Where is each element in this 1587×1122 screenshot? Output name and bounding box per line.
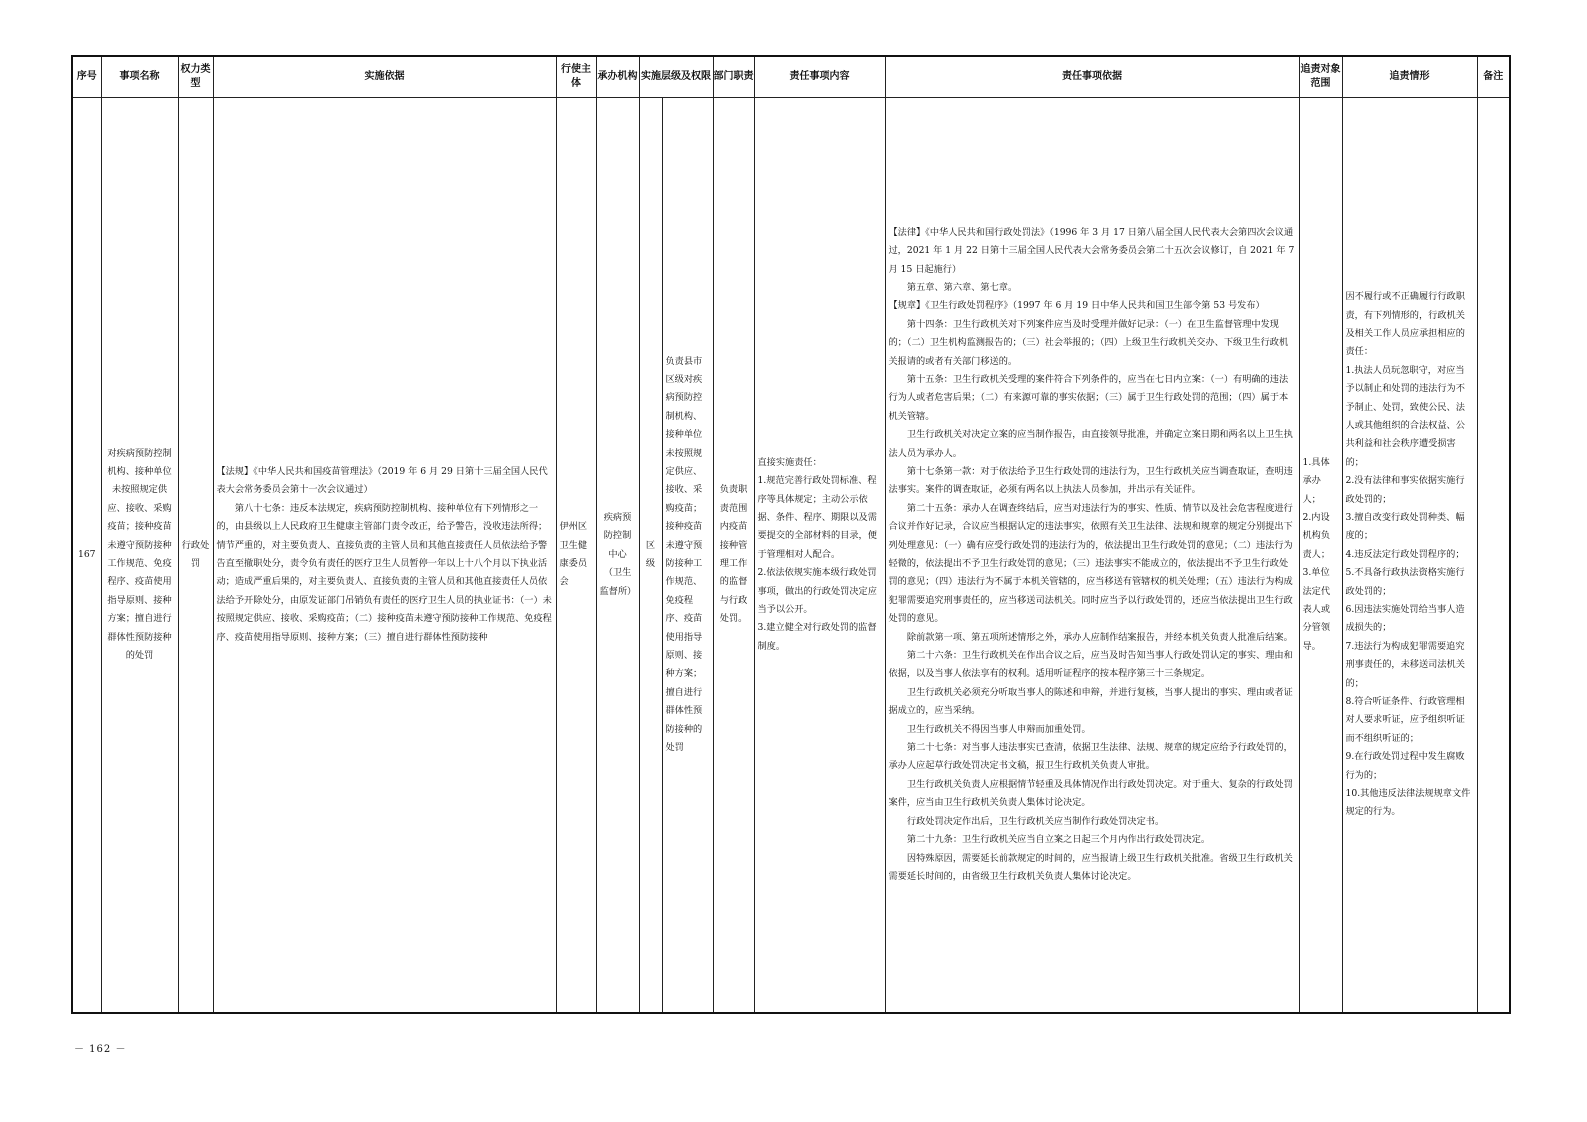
account-case-line: 5.不具备行政执法资格实施行政处罚的；	[1345, 567, 1465, 597]
cell-level-detail: 负责县市区级对疾病预防控制机构、接种单位未按照规定供应、接收、采购疫苗；接种疫苗未遵守预防接种工作规范、免疫程序、疫苗使用指导原则、接种方案；擅自进行群体性预防接种的处罚	[662, 98, 713, 1014]
basis-line: 第八十七条：违反本法规定，疾病预防控制机构、接种单位有下列情形之一的，由县级以上人民政府卫生健康主管部门责令改正，给予警告，没收违法所得；情节严重的，对主要负责人、直接负责的主管人员和其他直接责任人员依法给予警告直至撤职处分，责令负有责任的医疗卫生人员暂停一年以上十八个月以下执业活动；造成严重后果的，对主要负责人、直接负责的主管人员和其他直接责任人员依法给予开除处分，由原发证部门吊销负有责任的医疗卫生人员的执业证书：（一）未按照规定供应、接收、采购疫苗；（二）接种疫苗未遵守预防接种工作规范、免疫程序、疫苗使用指导原则、接种方案；（三）擅自进行群体性预防接种	[216, 502, 552, 643]
resp-basis-line: 第二十六条：卫生行政机关在作出合议之后，应当及时告知当事人行政处罚认定的事实、理由和依据，以及当事人依法享有的权利。适用听证程序的按本程序第三十三条规定。	[888, 650, 1293, 680]
resp-basis-line: 卫生行政机关不得因当事人申辩而加重处罚。	[906, 723, 1091, 735]
cell-resp-basis	[885, 98, 1299, 1014]
basis-line: 【法规】《中华人民共和国疫苗管理法》（2019 年 6 月 29 日第十三届全国人民代表大会常务委员会第十一次会议通过）	[216, 465, 548, 496]
table-row	[72, 98, 1510, 1014]
page-number: － 162 －	[74, 1044, 127, 1055]
resp-basis-line: 【规章】《卫生行政处罚程序》（1997 年 6 月 19 日中华人民共和国卫生部令第 53 号发布）	[888, 300, 1265, 312]
cell-resp-content	[754, 98, 885, 1014]
header-basis: 实施依据	[213, 56, 556, 98]
resp-basis-line: 第十五条：卫生行政机关受理的案件符合下列条件的，应当在七日内立案：（一）有明确的违法行为人或者危害后果；（二）有来源可靠的事实依据；（三）属于卫生行政处罚的范围；（四）属于本机关管辖。	[888, 373, 1289, 422]
account-case-line: 8.符合听证条件、行政管理相对人要求听证，应予组织听证而不组织听证的；	[1345, 696, 1465, 744]
header-seq: 序号	[72, 56, 101, 98]
cell-basis	[213, 98, 556, 1014]
header-agency: 承办机构	[596, 56, 639, 98]
account-case-line: 2.没有法律和事实依据实施行政处罚的；	[1345, 475, 1465, 505]
account-case-line: 6.因违法实施处罚给当事人造成损失的；	[1345, 604, 1465, 634]
account-scope-line: 1.具体承办人；	[1302, 456, 1330, 505]
cell-level: 区级	[639, 98, 662, 1014]
resp-basis-line: 卫生行政机关必须充分听取当事人的陈述和申辩，并进行复核，当事人提出的事实、理由或者证据成立的，应当采纳。	[888, 686, 1293, 717]
cell-duty: 负责职责范围内疫苗接种管理工作的监督与行政处罚。	[713, 98, 754, 1014]
cell-account-cases	[1342, 98, 1477, 1014]
header-resp-basis: 责任事项依据	[885, 56, 1299, 98]
resp-basis-line: 第五章、第六章、第七章。	[906, 281, 1018, 293]
header-account-cases: 追责情形	[1342, 56, 1477, 98]
resp-basis-line: 行政处罚决定作出后，卫生行政机关应当制作行政处罚决定书。	[906, 815, 1165, 827]
header-item-name: 事项名称	[101, 56, 178, 98]
header-subject: 行使主体	[556, 56, 596, 98]
cell-remarks	[1477, 98, 1510, 1014]
account-case-line: 9.在行政处罚过程中发生腐败行为的；	[1345, 751, 1465, 781]
account-case-line: 4.违反法定行政处罚程序的；	[1345, 548, 1465, 560]
account-scope-line: 2.内设机构负责人；	[1302, 511, 1331, 560]
cell-item-name: 对疾病预防控制机构、接种单位未按照规定供应、接收、采购疫苗；接种疫苗未遵守预防接种工作规范、免疫程序、疫苗使用指导原则、接种方案；擅自进行群体性预防接种的处罚	[101, 98, 178, 1014]
resp-content-line: 2.依法依规实施本级行政处罚事项，做出的行政处罚决定应当予以公开。	[757, 567, 877, 616]
responsibility-table	[71, 55, 1511, 1014]
resp-content-line: 直接实施责任：	[757, 456, 822, 468]
resp-basis-line: 第十四条：卫生行政机关对下列案件应当及时受理并做好记录：（一）在卫生监督管理中发现的；（二）卫生机构监测报告的；（三）社会举报的；（四）上级卫生行政机关交办、下级卫生行政机关报请的或者有关部门移送的。	[888, 318, 1289, 367]
header-level: 实施层级及权限	[639, 56, 713, 98]
resp-basis-line: 【法律】《中华人民共和国行政处罚法》（1996 年 3 月 17 日第八届全国人民代表大会第四次会议通过，2021 年 1 月 22 日第十三届全国人民代表大会常务委员会第二十五次会议修订，自 2021 年 7 月 15 日起施行）	[888, 226, 1295, 275]
header-account-scope: 追责对象范围	[1299, 56, 1342, 98]
resp-basis-line: 除前款第一项、第五项所述情形之外，承办人应制作结案报告，并经本机关负责人批准后结案。	[906, 631, 1293, 643]
account-case-line: 7.违法行为构成犯罪需要追究刑事责任的，未移送司法机关的；	[1345, 640, 1465, 689]
header-remarks: 备注	[1477, 56, 1510, 98]
cell-subject: 伊州区卫生健康委员会	[556, 98, 596, 1014]
resp-content-line: 3.建立健全对行政处罚的监督制度。	[757, 622, 877, 652]
header-resp-content: 责任事项内容	[754, 56, 885, 98]
resp-basis-line: 卫生行政机关对决定立案的应当制作报告，由直接领导批准，并确定立案日期和两名以上卫生执法人员为承办人。	[888, 429, 1293, 459]
resp-basis-line: 第二十九条：卫生行政机关应当自立案之日起三个月内作出行政处罚决定。	[906, 834, 1211, 846]
cell-account-scope	[1299, 98, 1342, 1014]
cell-seq: 167	[72, 98, 101, 1014]
resp-basis-line: 第二十五条：承办人在调查终结后，应当对违法行为的事实、性质、情节以及社会危害程度进行合议并作好记录，合议应当根据认定的违法事实，依照有关卫生法律、法规和规章的规定分别提出下列处理意见：（一）确有应受行政处罚的违法行为的，依法提出卫生行政处罚的意见；（二）违法行为轻微的，依法提出不予卫生行政处罚的意见；（三）违法事实不能成立的，依法提出不予卫生行政处罚的意见；（四）违法行为不属于本机关管辖的，应当移送有管辖权的机关处理；（五）违法行为构成犯罪需要追究刑事责任的，应当移送司法机关。同时应当予以行政处罚的，还应当依法提出卫生行政处罚的意见。	[888, 502, 1293, 625]
header-power-type: 权力类型	[178, 56, 213, 98]
account-case-line: 因不履行或不正确履行行政职责，有下列情形的，行政机关及相关工作人员应承担相应的责任：	[1345, 291, 1465, 358]
resp-basis-line: 卫生行政机关负责人应根据情节轻重及具体情况作出行政处罚决定。对于重大、复杂的行政处罚案件，应当由卫生行政机关负责人集体讨论决定。	[888, 778, 1293, 809]
account-case-line: 10.其他违反法律法规规章文件规定的行为。	[1345, 788, 1471, 818]
resp-basis-line: 第十七条第一款：对于依法给予卫生行政处罚的违法行为，卫生行政机关应当调查取证，查明违法事实。案件的调查取证，必须有两名以上执法人员参加，并出示有关证件。	[888, 465, 1293, 496]
resp-basis-line: 因特殊原因，需要延长前款规定的时间的，应当报请上级卫生行政机关批准。省级卫生行政机关需要延长时间的，由省级卫生行政机关负责人集体讨论决定。	[888, 852, 1293, 882]
cell-power-type: 行政处罚	[178, 98, 213, 1014]
header-duty: 部门职责	[713, 56, 754, 98]
account-case-line: 3.擅自改变行政处罚种类、幅度的；	[1345, 511, 1465, 542]
account-scope-line: 3.单位法定代表人或分管领导。	[1302, 567, 1331, 652]
resp-basis-line: 第二十七条：对当事人违法事实已查清，依据卫生法律、法规、规章的规定应给予行政处罚的，承办人应起草行政处罚决定书文稿，报卫生行政机关负责人审批。	[888, 742, 1293, 772]
cell-agency: 疾病预防控制中心（卫生监督所）	[596, 98, 639, 1014]
resp-content-line: 1.规范完善行政处罚标准、程序等具体规定；主动公示依据、条件、程序、期限以及需要提交的全部材料的目录，便于管理相对人配合。	[757, 475, 877, 560]
account-case-line: 1.执法人员玩忽职守，对应当予以制止和处罚的违法行为不予制止、处罚，致使公民、法人或其他组织的合法权益、公共利益和社会秩序遭受损害的；	[1345, 364, 1465, 468]
header-row	[72, 56, 1510, 98]
